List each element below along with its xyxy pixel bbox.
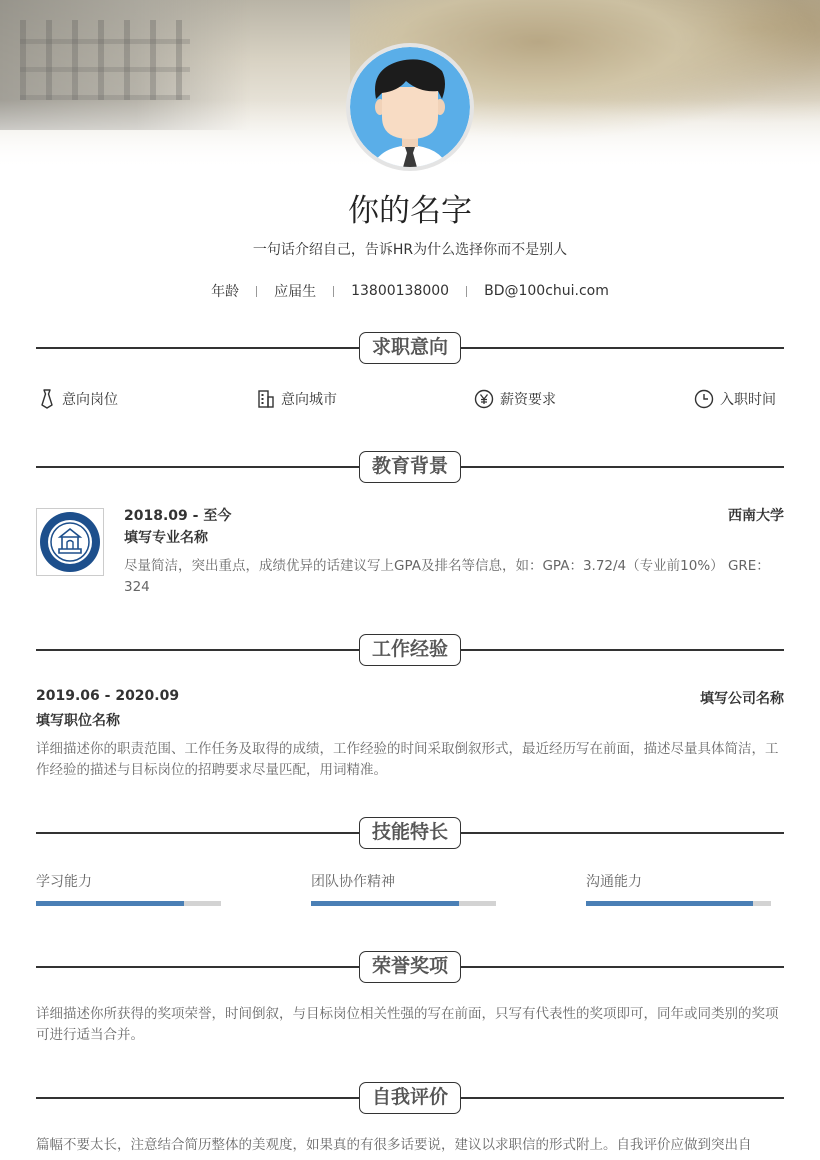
- work-description: 详细描述你的职责范围、工作任务及取得的成绩，工作经验的时间采取倒叙形式，最近经历写在前面，描述尽量具体简洁，工作经验的描述与目标岗位的招聘要求尽量匹配，用词精准。: [36, 741, 779, 778]
- section-title-self: 自我评价: [359, 1082, 461, 1114]
- intent-start-date: [694, 388, 776, 410]
- avatar: [346, 43, 474, 171]
- skill-bar: [586, 901, 771, 906]
- contact-phone: 13800138000: [351, 283, 450, 299]
- section-title-skills: 技能特长: [359, 817, 461, 849]
- work-period: 2019.06 - 2020.09: [36, 688, 180, 704]
- intent-position-label: 意向岗位: [62, 392, 118, 408]
- honors-description: 详细描述你所获得的奖项荣誉，时间倒叙，与目标岗位相关性强的写在前面，只写有代表性的奖项即可，同年或同类别的奖项可进行适当合并。: [36, 1006, 779, 1043]
- university-logo: [36, 508, 104, 576]
- skill-bar: [36, 901, 221, 906]
- contact-email: BD@100chui.com: [484, 283, 609, 299]
- skill-label: 团队协作精神: [311, 874, 395, 890]
- yen-icon: [474, 389, 494, 409]
- divider: [333, 286, 334, 297]
- skill-label: 沟通能力: [586, 874, 642, 890]
- skill-bar-fill: [36, 901, 184, 906]
- contact-status: 应届生: [274, 284, 317, 300]
- section-header-skills: [36, 817, 784, 849]
- divider: [466, 286, 467, 297]
- skill-bar: [311, 901, 496, 906]
- skill-bar-fill: [311, 901, 459, 906]
- education-description: 尽量简洁，突出重点，成绩优异的话建议写上GPA及排名等信息，如：GPA：3.72/4（专业前10%） GRE：324: [124, 558, 770, 595]
- education-period: 2018.09 - 至今: [124, 508, 232, 524]
- clock-icon: [694, 389, 714, 409]
- work-position: 填写职位名称: [36, 713, 120, 729]
- section-title-honors: 荣誉奖项: [359, 951, 461, 983]
- section-title-education: 教育背景: [359, 451, 461, 483]
- intent-position: [38, 388, 118, 410]
- skill-label: 学习能力: [36, 874, 92, 890]
- building-icon: [257, 389, 275, 409]
- divider: [256, 286, 257, 297]
- intent-city-label: 意向城市: [281, 392, 337, 408]
- work-company: 填写公司名称: [700, 691, 784, 707]
- intent-salary: [474, 388, 556, 410]
- section-header-education: [36, 451, 784, 483]
- section-title-work: 工作经验: [359, 634, 461, 666]
- section-header-self: [36, 1082, 784, 1114]
- contact-age: 年龄: [211, 284, 240, 300]
- contact-bar: [0, 281, 820, 301]
- tie-icon: [38, 389, 56, 409]
- education-school: 西南大学: [728, 508, 784, 524]
- section-header-honors: [36, 951, 784, 983]
- intent-city: [257, 388, 337, 410]
- skill-bar-fill: [586, 901, 753, 906]
- section-header-intent: [36, 332, 784, 364]
- education-major: 填写专业名称: [124, 530, 208, 546]
- section-header-work: [36, 634, 784, 666]
- intent-start-date-label: 入职时间: [720, 392, 776, 408]
- tagline: 一句话介绍自己，告诉HR为什么选择你而不是别人: [252, 242, 568, 258]
- candidate-name: 你的名字: [348, 193, 472, 229]
- intent-salary-label: 薪资要求: [500, 392, 556, 408]
- section-title-intent: 求职意向: [359, 332, 461, 364]
- self-description: 篇幅不要太长，注意结合简历整体的美观度，如果真的有很多话要说，建议以求职信的形式附上。自我评价应做到突出自: [36, 1137, 752, 1153]
